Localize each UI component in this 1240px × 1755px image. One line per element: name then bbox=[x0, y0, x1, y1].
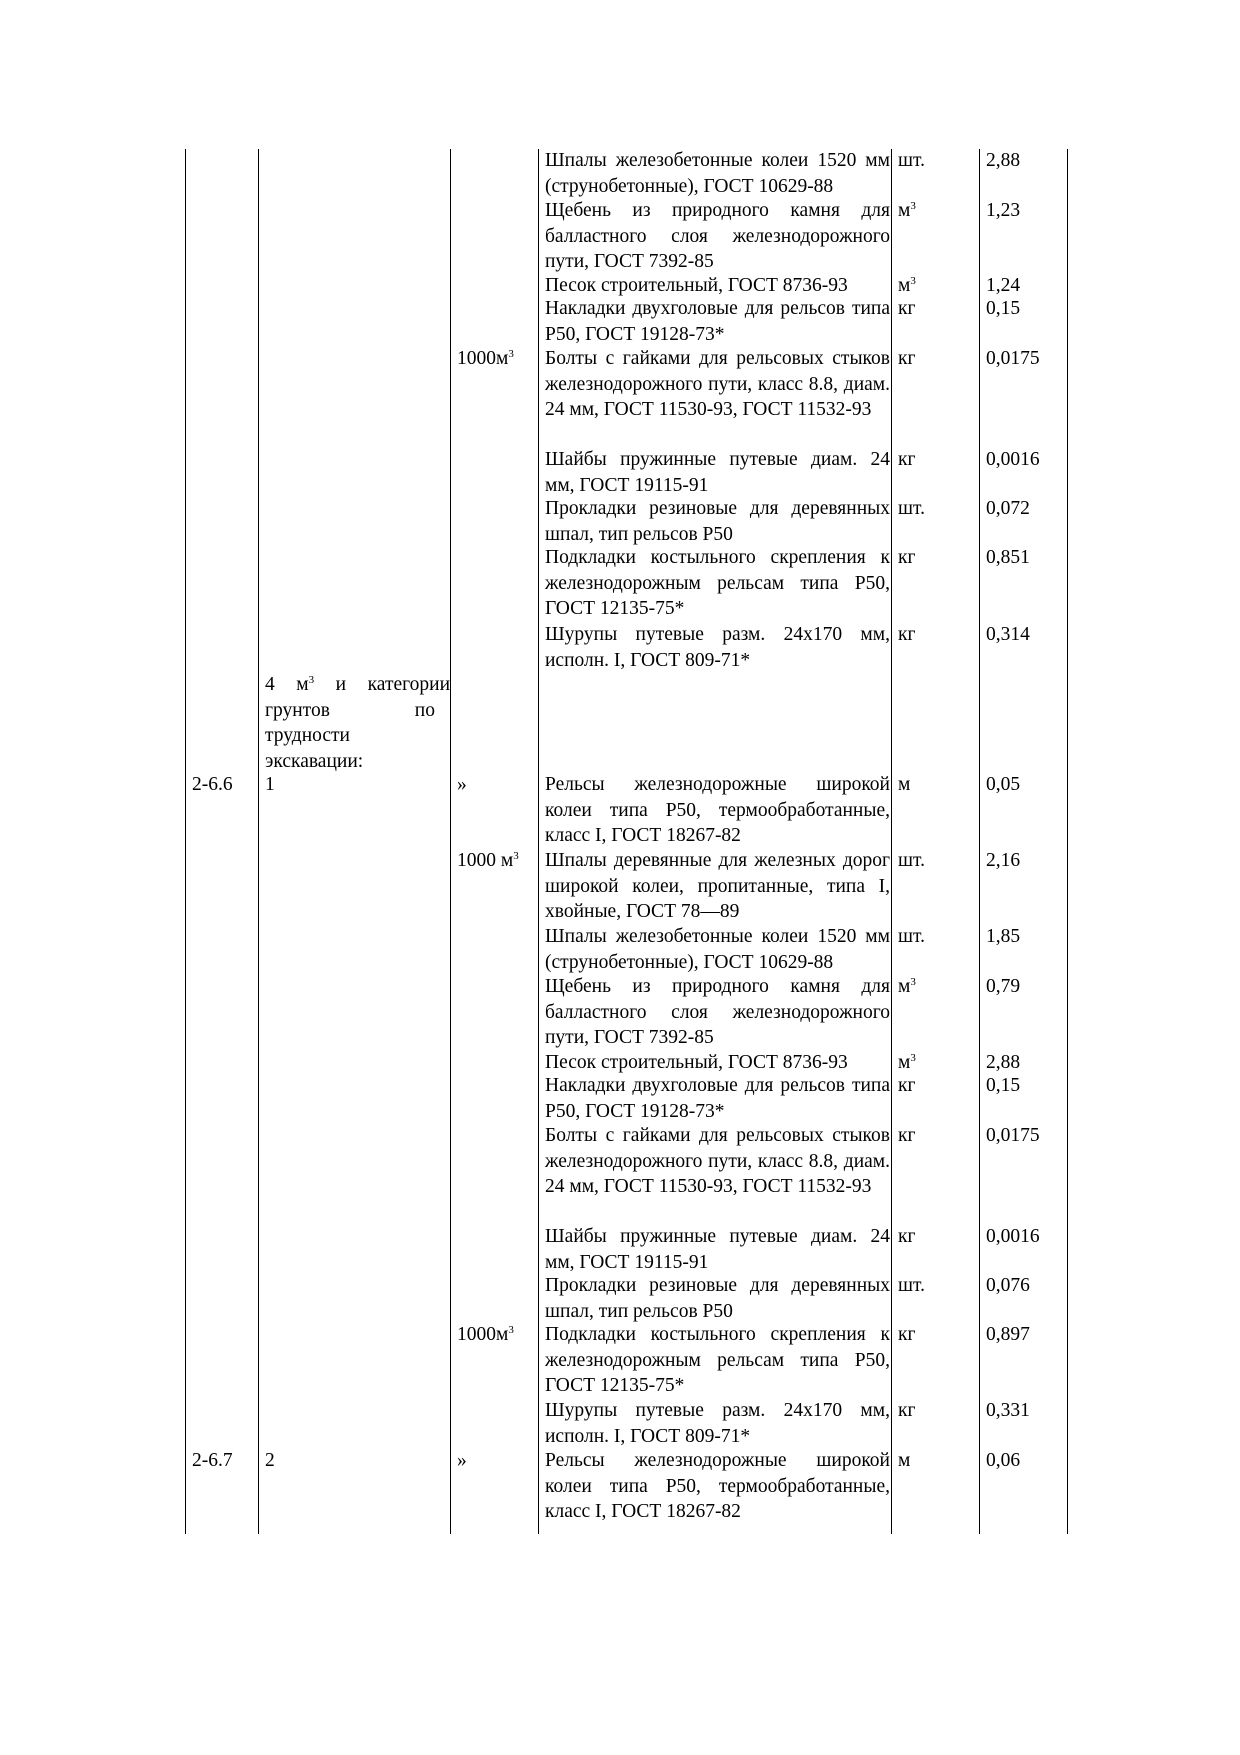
unit-cell: шт. bbox=[898, 150, 925, 171]
norm-value: 0,0175 bbox=[986, 348, 1040, 369]
norm-value: 0,06 bbox=[986, 1450, 1021, 1471]
table-divider-1 bbox=[258, 149, 259, 1534]
material-cell: Щебень из природного камня для балластного слоя железнодорожного пути, ГОСТ 7392-85 bbox=[545, 200, 890, 272]
unit-cell: шт. bbox=[898, 498, 925, 519]
unit-cell: м bbox=[898, 1450, 911, 1471]
measure-unit: 1000 $м^3$ bbox=[457, 850, 519, 871]
unit-cell: кг bbox=[898, 348, 916, 369]
unit-cell: $м^3$ bbox=[898, 976, 916, 997]
norm-value: 0,15 bbox=[986, 1075, 1021, 1096]
norm-value: 0,072 bbox=[986, 498, 1030, 519]
material-cell: Шайбы пружинные путевые диам. 24 мм, ГОСТ 19115-91 bbox=[545, 449, 890, 496]
material-cell: Подкладки костыльного скрепления к железнодорожным рельсам типа Р50, ГОСТ 12135-75* bbox=[545, 1324, 890, 1396]
material-cell: Болты с гайками для рельсовых стыков железнодорожного пути, класс 8.8, диам. 24 мм, ГОСТ 11530-93, ГОСТ 11532-93 bbox=[545, 348, 890, 420]
material-cell: Щебень из природного камня для балластного слоя железнодорожного пути, ГОСТ 7392-85 bbox=[545, 976, 890, 1048]
norm-value: 0,0016 bbox=[986, 1226, 1040, 1247]
measure-unit: $1000м^3$ bbox=[457, 348, 514, 369]
unit-cell: кг bbox=[898, 298, 916, 319]
material-cell: Шпалы деревянные для железных дорог широкой колеи, пропитанные, типа I, хвойные, ГОСТ 78—89 bbox=[545, 850, 890, 922]
unit-cell: $м^3$ bbox=[898, 200, 916, 221]
norm-value: 0,331 bbox=[986, 1400, 1030, 1421]
norm-value: 1,23 bbox=[986, 200, 1021, 221]
norm-value: 2,88 bbox=[986, 1052, 1021, 1073]
material-cell: Песок строительный, ГОСТ 8736-93 bbox=[545, 1052, 848, 1073]
unit-cell: кг bbox=[898, 1125, 916, 1146]
item-code: 2-6.7 bbox=[192, 1450, 233, 1471]
unit-cell: $м^3$ bbox=[898, 1052, 916, 1073]
measure-unit: $1000м^3$ bbox=[457, 1324, 514, 1345]
material-cell: Шурупы путевые разм. 24х170 мм, исполн. I, ГОСТ 809-71* bbox=[545, 1400, 890, 1447]
unit-cell: шт. bbox=[898, 850, 925, 871]
material-cell: Рельсы железнодорожные широкой колеи типа Р50, термообработанные, класс I, ГОСТ 18267-82 bbox=[545, 774, 890, 846]
norm-value: 0,05 bbox=[986, 774, 1021, 795]
norm-value: 2,88 bbox=[986, 150, 1021, 171]
unit-cell: кг bbox=[898, 449, 916, 470]
norm-value: 1,24 bbox=[986, 275, 1021, 296]
subitem-number: 1 bbox=[265, 774, 275, 795]
table-border-left bbox=[185, 149, 186, 1534]
norm-value: 0,15 bbox=[986, 298, 1021, 319]
norm-value: 2,16 bbox=[986, 850, 1021, 871]
item-code: 2-6.6 bbox=[192, 774, 233, 795]
norm-value: 0,314 bbox=[986, 624, 1030, 645]
norm-value: 0,851 bbox=[986, 547, 1030, 568]
table-divider-3 bbox=[538, 149, 539, 1534]
material-cell: Шпалы железобетонные колеи 1520 мм (струнобетонные), ГОСТ 10629-88 bbox=[545, 150, 890, 197]
unit-cell: кг bbox=[898, 1226, 916, 1247]
material-cell: Рельсы железнодорожные широкой колеи типа Р50, термообработанные, класс I, ГОСТ 18267-82 bbox=[545, 1450, 890, 1522]
material-cell: Болты с гайками для рельсовых стыков железнодорожного пути, класс 8.8, диам. 24 мм, ГОСТ 11530-93, ГОСТ 11532-93 bbox=[545, 1125, 890, 1197]
norm-value: 0,0016 bbox=[986, 449, 1040, 470]
unit-cell: кг bbox=[898, 547, 916, 568]
table-divider-5 bbox=[979, 149, 980, 1534]
unit-cell: $м^3$ bbox=[898, 275, 916, 296]
material-cell: Шпалы железобетонные колеи 1520 мм (струнобетонные), ГОСТ 10629-88 bbox=[545, 926, 890, 973]
ditto-mark: » bbox=[457, 1450, 467, 1471]
norm-value: 0,0175 bbox=[986, 1125, 1040, 1146]
material-cell: Песок строительный, ГОСТ 8736-93 bbox=[545, 275, 848, 296]
norm-value: 0,897 bbox=[986, 1324, 1030, 1345]
unit-cell: шт. bbox=[898, 926, 925, 947]
material-cell: Шайбы пружинные путевые диам. 24 мм, ГОСТ 19115-91 bbox=[545, 1226, 890, 1273]
material-cell: Накладки двухголовые для рельсов типа Р50, ГОСТ 19128-73* bbox=[545, 1075, 890, 1122]
table-divider-2 bbox=[450, 149, 451, 1534]
norm-value: 0,076 bbox=[986, 1275, 1030, 1296]
ditto-mark: » bbox=[457, 774, 467, 795]
unit-cell: кг bbox=[898, 1400, 916, 1421]
table-divider-4 bbox=[891, 149, 892, 1534]
material-cell: Прокладки резиновые для деревянных шпал, тип рельсов Р50 bbox=[545, 498, 890, 545]
norm-value: 0,79 bbox=[986, 976, 1021, 997]
unit-cell: кг bbox=[898, 624, 916, 645]
material-cell: Подкладки костыльного скрепления к железнодорожным рельсам типа Р50, ГОСТ 12135-75* bbox=[545, 547, 890, 619]
material-cell: Прокладки резиновые для деревянных шпал, тип рельсов Р50 bbox=[545, 1275, 890, 1322]
unit-cell: м bbox=[898, 774, 911, 795]
unit-cell: шт. bbox=[898, 1275, 925, 1296]
table-border-right bbox=[1067, 149, 1068, 1534]
unit-cell: кг bbox=[898, 1324, 916, 1345]
unit-cell: кг bbox=[898, 1075, 916, 1096]
group-description: 4 $м^3$ и категории грунтов по трудности экскавации: bbox=[265, 674, 451, 772]
norm-value: 1,85 bbox=[986, 926, 1021, 947]
material-cell: Накладки двухголовые для рельсов типа Р50, ГОСТ 19128-73* bbox=[545, 298, 890, 345]
material-cell: Шурупы путевые разм. 24х170 мм, исполн. I, ГОСТ 809-71* bbox=[545, 624, 890, 671]
subitem-number: 2 bbox=[265, 1450, 275, 1471]
